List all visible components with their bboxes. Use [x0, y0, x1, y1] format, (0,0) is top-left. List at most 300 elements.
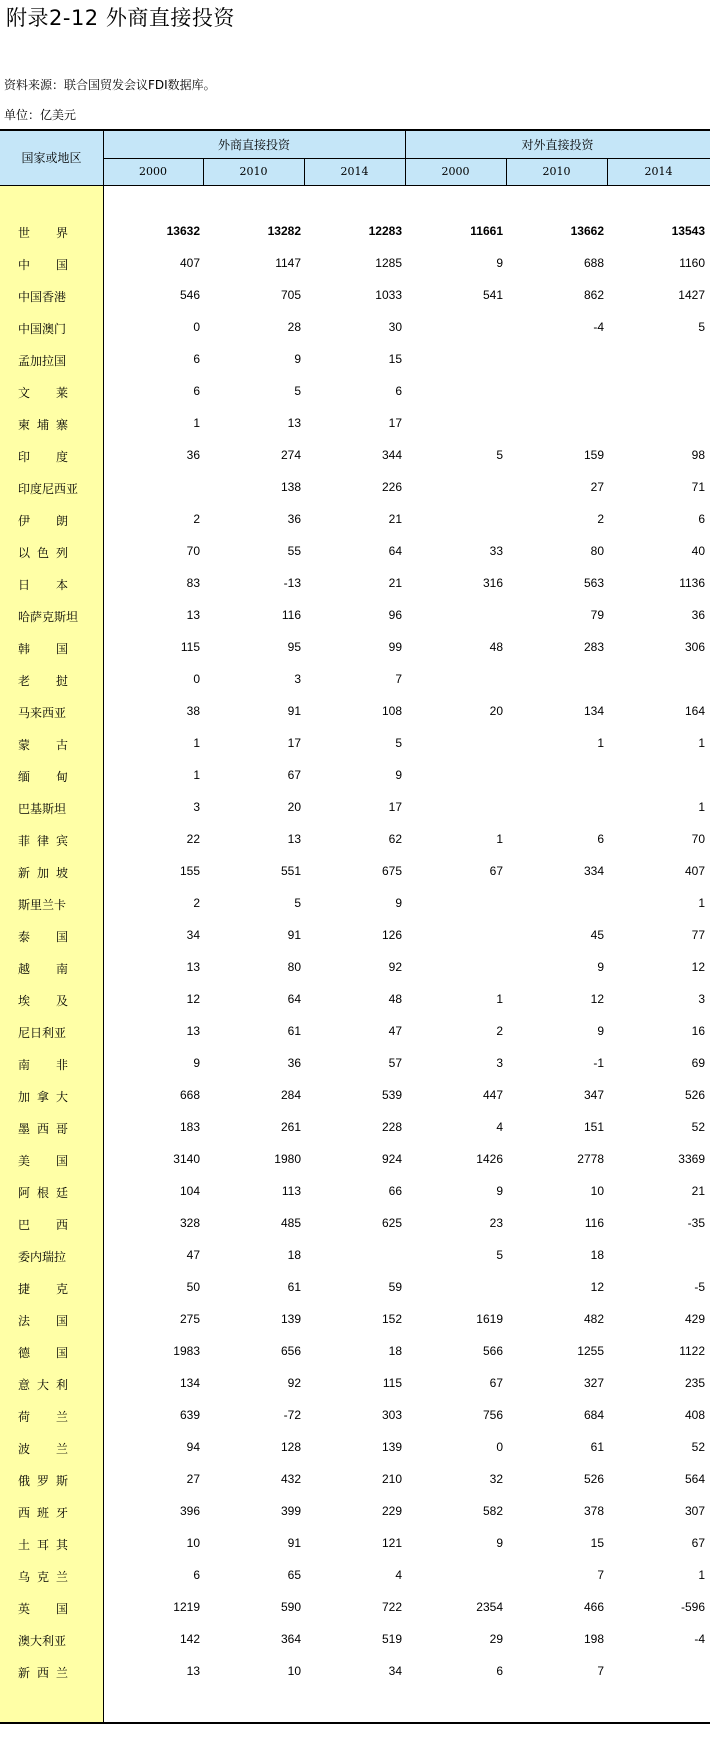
row-value-cell: 104 [179, 1184, 200, 1198]
row-value-cell: 378 [583, 1504, 604, 1518]
row-value-cell: 519 [381, 1632, 402, 1646]
header-year: 2010 [239, 165, 268, 178]
row-value-cell: 564 [684, 1472, 705, 1486]
row-value-cell: 1980 [274, 1152, 301, 1166]
table-row [0, 984, 710, 1016]
row-value-cell: 3 [496, 1056, 503, 1070]
row-value-cell: 13543 [671, 224, 705, 238]
row-value-cell: 228 [381, 1120, 402, 1134]
header-group-inward: 外商直接投资 [217, 138, 290, 152]
row-value-cell: 67 [489, 864, 503, 878]
row-value-cell: 482 [583, 1312, 604, 1326]
row-value-cell: 13 [186, 960, 200, 974]
row-value-cell: 10 [590, 1184, 604, 1198]
row-value-cell: 6 [597, 832, 604, 846]
row-value-cell: 4 [496, 1120, 503, 1134]
row-country-name: 伊 朗 [18, 514, 68, 528]
row-value-cell: 64 [287, 992, 301, 1006]
unit-note: 单位：亿美元 [4, 108, 77, 122]
row-value-cell: 9 [597, 1024, 604, 1038]
table-row [0, 1240, 710, 1272]
row-value-cell: 183 [179, 1120, 200, 1134]
table-row [0, 1176, 710, 1208]
row-value-cell: 1 [193, 768, 200, 782]
row-value-cell: -1 [593, 1056, 604, 1070]
row-value-cell: 9 [395, 896, 402, 910]
row-value-cell: 396 [179, 1504, 200, 1518]
row-value-cell: 862 [583, 288, 604, 302]
row-value-cell: 344 [381, 448, 402, 462]
row-value-cell: 57 [388, 1056, 402, 1070]
row-value-cell: 62 [388, 832, 402, 846]
table-row [0, 280, 710, 312]
table-row [0, 1112, 710, 1144]
row-value-cell: 3 [698, 992, 705, 1006]
row-value-cell: 5 [294, 384, 301, 398]
table-row [0, 856, 710, 888]
row-value-cell: 566 [482, 1344, 503, 1358]
table-row [0, 1464, 710, 1496]
row-value-cell: 65 [287, 1568, 301, 1582]
row-value-cell: 15 [388, 352, 402, 366]
table-row [0, 792, 710, 824]
row-country-name: 委内瑞拉 [18, 1250, 67, 1264]
row-value-cell: 13 [186, 1024, 200, 1038]
row-value-cell: 30 [388, 320, 402, 334]
row-value-cell: -4 [593, 320, 604, 334]
row-value-cell: 9 [193, 1056, 200, 1070]
row-country-name: 中 国 [18, 258, 68, 272]
row-value-cell: 198 [583, 1632, 604, 1646]
row-value-cell: 27 [186, 1472, 200, 1486]
table-row [0, 952, 710, 984]
row-country-name: 哈萨克斯坦 [18, 610, 79, 624]
row-value-cell: 71 [691, 480, 705, 494]
row-country-name: 马来西亚 [18, 706, 67, 720]
row-value-cell: 235 [684, 1376, 705, 1390]
row-country-name: 埃 及 [18, 994, 68, 1008]
row-value-cell: 152 [381, 1312, 402, 1326]
source-note: 资料来源：联合国贸发会议FDI数据库。 [4, 78, 216, 92]
row-value-cell: 0 [193, 320, 200, 334]
table-row [0, 536, 710, 568]
row-country-name: 南 非 [18, 1058, 68, 1072]
header-year: 2014 [340, 165, 369, 178]
table-row [0, 1368, 710, 1400]
row-value-cell: 275 [179, 1312, 200, 1326]
row-value-cell: 1160 [679, 256, 705, 270]
row-value-cell: 13282 [267, 224, 301, 238]
header-group-divider [405, 131, 406, 186]
row-country-name: 菲 律 宾 [18, 834, 68, 848]
row-value-cell: 6 [193, 384, 200, 398]
row-value-cell: 52 [691, 1120, 705, 1134]
table-row [0, 1528, 710, 1560]
row-value-cell: 6 [193, 1568, 200, 1582]
row-value-cell: 668 [179, 1088, 200, 1102]
row-value-cell: 116 [584, 1216, 604, 1230]
row-value-cell: 3 [294, 672, 301, 686]
row-value-cell: 756 [482, 1408, 503, 1422]
row-value-cell: 79 [590, 608, 604, 622]
row-value-cell: 229 [381, 1504, 402, 1518]
row-value-cell: 17 [287, 736, 301, 750]
row-value-cell: 9 [496, 1536, 503, 1550]
header-year: 2000 [441, 165, 470, 178]
row-value-cell: 47 [186, 1248, 200, 1262]
row-value-cell: 526 [684, 1088, 705, 1102]
row-value-cell: 6 [496, 1664, 503, 1678]
table-header [0, 131, 710, 186]
row-country-name: 新 西 兰 [18, 1666, 68, 1680]
row-value-cell: 99 [388, 640, 402, 654]
table-row [0, 760, 710, 792]
row-value-cell: 1 [698, 800, 705, 814]
page-title: 附录2-12 外商直接投资 [6, 6, 235, 30]
row-country-name: 波 兰 [18, 1442, 68, 1456]
row-value-cell: 9 [294, 352, 301, 366]
row-value-cell: -596 [680, 1600, 705, 1614]
row-value-cell: 91 [287, 704, 301, 718]
row-value-cell: 408 [684, 1408, 705, 1422]
row-country-name: 世 界 [18, 226, 68, 240]
table-row [0, 920, 710, 952]
row-value-cell: 32 [489, 1472, 503, 1486]
row-value-cell: 69 [691, 1056, 705, 1070]
row-value-cell: 13632 [166, 224, 200, 238]
table-row [0, 824, 710, 856]
row-value-cell: 5 [698, 320, 705, 334]
row-country-name: 巴基斯坦 [18, 802, 67, 816]
table-row [0, 344, 710, 376]
row-value-cell: 52 [691, 1440, 705, 1454]
row-value-cell: 399 [280, 1504, 301, 1518]
row-value-cell: 116 [281, 608, 301, 622]
row-value-cell: 3 [193, 800, 200, 814]
row-value-cell: 45 [590, 928, 604, 942]
table-row [0, 376, 710, 408]
table-row [0, 440, 710, 472]
row-value-cell: 95 [287, 640, 301, 654]
row-value-cell: 2354 [476, 1600, 503, 1614]
row-value-cell: 23 [489, 1216, 503, 1230]
row-value-cell: 34 [388, 1664, 402, 1678]
row-value-cell: 625 [381, 1216, 402, 1230]
row-value-cell: 0 [496, 1440, 503, 1454]
row-value-cell: 261 [280, 1120, 301, 1134]
row-value-cell: 407 [684, 864, 705, 878]
table-row [0, 600, 710, 632]
row-value-cell: 17 [388, 416, 402, 430]
row-country-name: 澳大利亚 [18, 1634, 67, 1648]
row-value-cell: 64 [388, 544, 402, 558]
row-value-cell: 13662 [570, 224, 604, 238]
row-value-cell: 77 [691, 928, 705, 942]
table-row [0, 216, 710, 248]
row-value-cell: 115 [382, 1376, 402, 1390]
row-value-cell: 11661 [470, 224, 503, 238]
row-value-cell: 138 [280, 480, 301, 494]
row-value-cell: 303 [381, 1408, 402, 1422]
row-value-cell: 151 [583, 1120, 604, 1134]
row-value-cell: 91 [287, 928, 301, 942]
row-value-cell: 134 [583, 704, 604, 718]
row-value-cell: 18 [287, 1248, 301, 1262]
row-country-name: 柬 埔 寨 [18, 418, 68, 432]
table-row [0, 1592, 710, 1624]
table-row [0, 1624, 710, 1656]
header-year-divider [607, 158, 608, 186]
row-country-name: 美 国 [18, 1154, 68, 1168]
row-value-cell: 142 [179, 1632, 200, 1646]
row-value-cell: 2 [496, 1024, 503, 1038]
row-value-cell: 83 [186, 576, 200, 590]
row-country-name: 韩 国 [18, 642, 68, 656]
row-value-cell: 126 [381, 928, 402, 942]
row-value-cell: 59 [388, 1280, 402, 1294]
row-value-cell: 55 [287, 544, 301, 558]
row-value-cell: 13 [287, 832, 301, 846]
row-value-cell: 36 [287, 1056, 301, 1070]
table-row [0, 632, 710, 664]
row-value-cell: 327 [583, 1376, 604, 1390]
row-value-cell: 16 [691, 1024, 705, 1038]
header-country: 国家或地区 [21, 151, 82, 165]
header-year: 2000 [139, 165, 167, 178]
row-value-cell: 12 [691, 960, 705, 974]
row-value-cell: 1426 [476, 1152, 503, 1166]
table-row [0, 1656, 710, 1688]
row-value-cell: 91 [287, 1536, 301, 1550]
row-value-cell: 334 [583, 864, 604, 878]
header-year: 2014 [644, 165, 673, 178]
row-value-cell: 1255 [577, 1344, 604, 1358]
table-row [0, 1560, 710, 1592]
row-value-cell: 27 [590, 480, 604, 494]
row-value-cell: 429 [684, 1312, 705, 1326]
row-value-cell: 155 [179, 864, 200, 878]
header-group-rule [103, 158, 710, 159]
row-value-cell: 38 [186, 704, 200, 718]
table-row [0, 1144, 710, 1176]
row-country-name: 新 加 坡 [18, 866, 68, 880]
row-value-cell: 546 [179, 288, 200, 302]
row-value-cell: 28 [287, 320, 301, 334]
row-country-name: 加 拿 大 [18, 1090, 68, 1104]
row-value-cell: -35 [687, 1216, 705, 1230]
row-value-cell: 684 [583, 1408, 604, 1422]
row-value-cell: 61 [287, 1280, 301, 1294]
row-value-cell: 283 [583, 640, 604, 654]
row-country-name: 尼日利亚 [18, 1026, 67, 1040]
row-country-name: 文 莱 [18, 386, 68, 400]
header-year: 2010 [542, 165, 571, 178]
row-value-cell: -72 [283, 1408, 301, 1422]
row-value-cell: 66 [388, 1184, 402, 1198]
row-value-cell: 80 [590, 544, 604, 558]
row-country-name: 越 南 [18, 962, 68, 976]
row-country-name: 中国澳门 [18, 322, 67, 336]
row-value-cell: 48 [489, 640, 503, 654]
row-value-cell: 688 [583, 256, 604, 270]
row-value-cell: 1219 [173, 1600, 200, 1614]
row-value-cell: 98 [691, 448, 705, 462]
header-year-divider [203, 158, 204, 186]
row-country-name: 印 度 [18, 450, 68, 464]
row-value-cell: 306 [684, 640, 705, 654]
table-bottom-rule [0, 1722, 710, 1724]
row-value-cell: 1983 [173, 1344, 200, 1358]
table-row [0, 504, 710, 536]
row-country-name: 乌 克 兰 [18, 1570, 68, 1584]
row-value-cell: 115 [180, 640, 200, 654]
table-row [0, 1272, 710, 1304]
header-group-outward: 对外直接投资 [521, 138, 594, 152]
header-year-divider [304, 158, 305, 186]
row-value-cell: 526 [583, 1472, 604, 1486]
row-value-cell: 0 [193, 672, 200, 686]
row-country-name: 荷 兰 [18, 1410, 68, 1424]
row-value-cell: 61 [590, 1440, 604, 1454]
row-value-cell: 1285 [375, 256, 402, 270]
row-value-cell: 1 [698, 896, 705, 910]
row-value-cell: 307 [684, 1504, 705, 1518]
row-value-cell: 226 [381, 480, 402, 494]
row-value-cell: 1 [698, 736, 705, 750]
row-value-cell: -4 [694, 1632, 705, 1646]
row-value-cell: 582 [482, 1504, 503, 1518]
row-value-cell: 7 [597, 1568, 604, 1582]
row-value-cell: 18 [590, 1248, 604, 1262]
row-value-cell: 40 [691, 544, 705, 558]
row-country-name: 中国香港 [18, 290, 67, 304]
row-value-cell: 639 [179, 1408, 200, 1422]
row-value-cell: 9 [496, 1184, 503, 1198]
row-value-cell: 5 [496, 448, 503, 462]
row-value-cell: 108 [381, 704, 402, 718]
row-value-cell: 12283 [368, 224, 402, 238]
row-value-cell: 48 [388, 992, 402, 1006]
row-value-cell: 9 [597, 960, 604, 974]
row-value-cell: 15 [590, 1536, 604, 1550]
row-value-cell: 274 [280, 448, 301, 462]
row-value-cell: 92 [388, 960, 402, 974]
table-row [0, 1496, 710, 1528]
row-country-name: 孟加拉国 [18, 354, 67, 368]
row-value-cell: 2 [193, 512, 200, 526]
row-value-cell: 2 [193, 896, 200, 910]
row-value-cell: 432 [280, 1472, 301, 1486]
row-country-name: 捷 克 [18, 1282, 68, 1296]
row-country-name: 缅 甸 [18, 770, 68, 784]
row-value-cell: 12 [590, 1280, 604, 1294]
row-value-cell: 21 [691, 1184, 705, 1198]
row-value-cell: 67 [691, 1536, 705, 1550]
row-country-name: 巴 西 [18, 1218, 68, 1232]
row-value-cell: 34 [186, 928, 200, 942]
row-value-cell: 590 [280, 1600, 301, 1614]
row-value-cell: 36 [186, 448, 200, 462]
row-value-cell: 20 [489, 704, 503, 718]
row-value-cell: 139 [381, 1440, 402, 1454]
table-row [0, 1048, 710, 1080]
row-value-cell: 36 [691, 608, 705, 622]
row-country-name: 西 班 牙 [18, 1506, 68, 1520]
row-value-cell: 3140 [173, 1152, 200, 1166]
table-row [0, 728, 710, 760]
row-value-cell: 70 [186, 544, 200, 558]
row-country-name: 以 色 列 [18, 546, 68, 560]
row-value-cell: 4 [395, 1568, 402, 1582]
row-value-cell: 2 [597, 512, 604, 526]
row-value-cell: 466 [583, 1600, 604, 1614]
row-value-cell: 121 [381, 1536, 402, 1550]
row-value-cell: 5 [395, 736, 402, 750]
row-value-cell: 33 [489, 544, 503, 558]
row-value-cell: 159 [583, 448, 604, 462]
row-country-name: 英 国 [18, 1602, 68, 1616]
header-year-divider [506, 158, 507, 186]
table-row [0, 1336, 710, 1368]
row-value-cell: 10 [186, 1536, 200, 1550]
row-value-cell: 139 [280, 1312, 301, 1326]
row-value-cell: 6 [395, 384, 402, 398]
row-value-cell: 1136 [679, 576, 705, 590]
row-value-cell: 364 [280, 1632, 301, 1646]
row-value-cell: 1122 [679, 1344, 705, 1358]
row-value-cell: 5 [294, 896, 301, 910]
table-row [0, 312, 710, 344]
row-value-cell: 210 [381, 1472, 402, 1486]
row-value-cell: 722 [381, 1600, 402, 1614]
row-value-cell: 447 [482, 1088, 503, 1102]
row-value-cell: 675 [381, 864, 402, 878]
row-country-name: 德 国 [18, 1346, 68, 1360]
row-value-cell: 1 [698, 1568, 705, 1582]
row-country-name: 印度尼西亚 [18, 482, 79, 496]
row-value-cell: 113 [281, 1184, 301, 1198]
row-value-cell: 22 [186, 832, 200, 846]
row-value-cell: 67 [489, 1376, 503, 1390]
row-value-cell: 164 [684, 704, 705, 718]
row-country-name: 俄 罗 斯 [18, 1474, 68, 1488]
row-value-cell: 407 [179, 256, 200, 270]
row-value-cell: 50 [186, 1280, 200, 1294]
row-value-cell: 1 [496, 992, 503, 1006]
row-country-name: 斯里兰卡 [18, 898, 67, 912]
row-value-cell: 13 [287, 416, 301, 430]
row-value-cell: 541 [482, 288, 503, 302]
row-value-cell: 485 [280, 1216, 301, 1230]
row-value-cell: 1 [496, 832, 503, 846]
row-value-cell: 128 [280, 1440, 301, 1454]
row-value-cell: 7 [395, 672, 402, 686]
row-country-name: 土 耳 其 [18, 1538, 68, 1552]
row-value-cell: 21 [388, 576, 402, 590]
row-value-cell: 47 [388, 1024, 402, 1038]
row-value-cell: -13 [283, 576, 301, 590]
row-value-cell: 61 [287, 1024, 301, 1038]
row-value-cell: 924 [381, 1152, 402, 1166]
row-value-cell: 67 [287, 768, 301, 782]
header-bottom-rule [0, 185, 710, 186]
row-value-cell: 347 [583, 1088, 604, 1102]
row-value-cell: 18 [388, 1344, 402, 1358]
table-row [0, 1304, 710, 1336]
row-value-cell: 6 [193, 352, 200, 366]
row-value-cell: 94 [186, 1440, 200, 1454]
table-row [0, 1400, 710, 1432]
